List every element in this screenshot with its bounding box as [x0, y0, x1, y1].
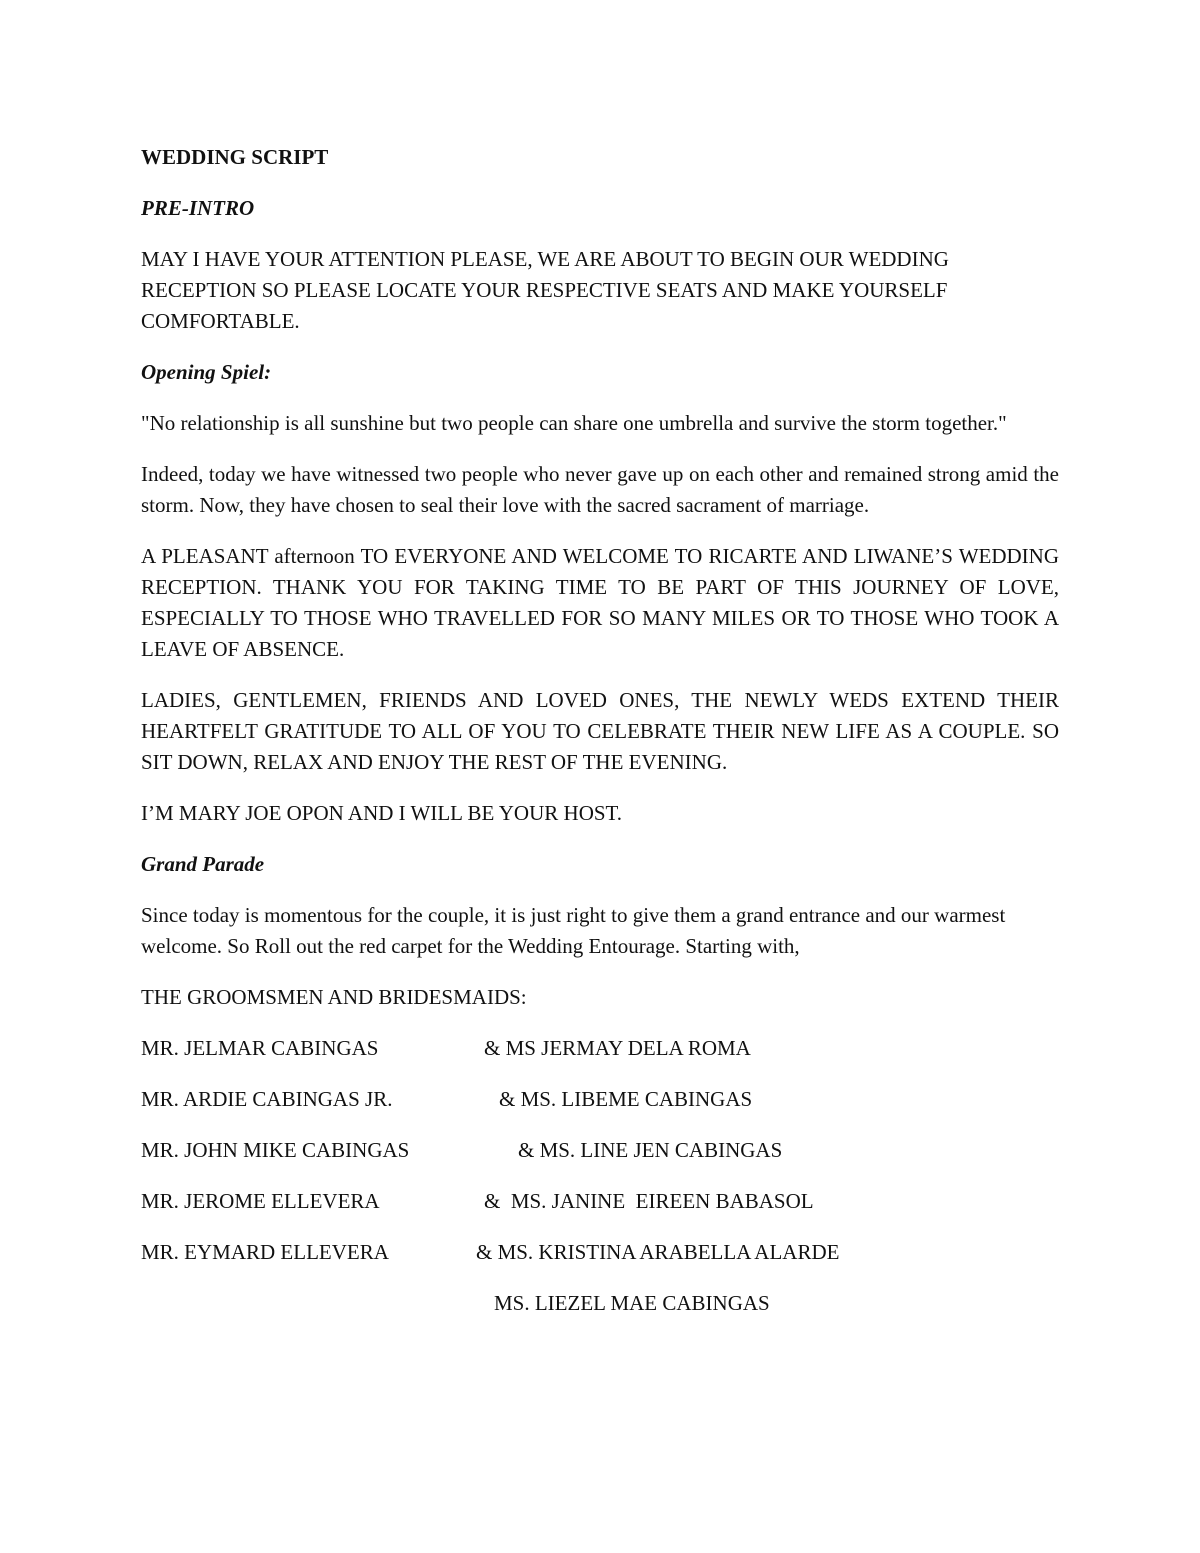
bridesmaid-name: & MS. LINE JEN CABINGAS: [518, 1138, 783, 1162]
groomsman-name: MR. ARDIE CABINGAS JR.: [141, 1087, 393, 1111]
document-title: WEDDING SCRIPT: [141, 145, 329, 169]
entourage-pair: [141, 1084, 1059, 1115]
welcome-paragraph: A PLEASANT afternoon TO EVERYONE AND WELCOME TO RICARTE AND LIWANE’S WEDDING RECEPTION. THANK YOU FOR TAKING TIME TO BE PART OF THIS JOURNEY OF LOVE, ESPECIALLY TO THOSE WHO TRAVELLED FOR SO MANY MILES OR TO THOSE WHO TOOK A LEAVE OF ABSENCE.: [141, 544, 1059, 661]
entourage-group-label: THE GROOMSMEN AND BRIDESMAIDS:: [141, 985, 527, 1009]
document-body: [141, 142, 1059, 1339]
entourage-pair: [141, 1237, 1059, 1268]
bridesmaid-name: & MS. KRISTINA ARABELLA ALARDE: [476, 1240, 840, 1264]
entourage-pair: [141, 1033, 1059, 1064]
opening-quote-paragraph: "No relationship is all sunshine but two people can share one umbrella and survive the storm together.": [141, 411, 1007, 435]
gratitude-paragraph: LADIES, GENTLEMEN, FRIENDS AND LOVED ONES, THE NEWLY WEDS EXTEND THEIR HEARTFELT GRATITUDE TO ALL OF YOU TO CELEBRATE THEIR NEW LIFE AS A COUPLE. SO SIT DOWN, RELAX AND ENJOY THE REST OF THE EVENING.: [141, 688, 1059, 774]
entourage-pair: [141, 1135, 1059, 1166]
grand-parade-intro: Since today is momentous for the couple, it is just right to give them a grand entrance and our warmest welcome. So Roll out the red carpet for the Wedding Entourage. Starting with,: [141, 903, 1006, 958]
opening-spiel-heading: Opening Spiel:: [141, 360, 272, 384]
opening-paragraph-2: Indeed, today we have witnessed two people who never gave up on each other and remained strong amid the storm. Now, they have chosen to seal their love with the sacred sacrament of marriage.: [141, 462, 1059, 517]
groomsman-name: MR. JELMAR CABINGAS: [141, 1036, 379, 1060]
host-paragraph: I’M MARY JOE OPON AND I WILL BE YOUR HOST.: [141, 801, 623, 825]
grand-parade-heading: Grand Parade: [141, 852, 265, 876]
entourage-pair: [141, 1186, 1059, 1217]
groomsman-name: MR. EYMARD ELLEVERA: [141, 1240, 389, 1264]
bridesmaid-name: & MS. LIBEME CABINGAS: [499, 1087, 753, 1111]
groomsman-name: MR. JEROME ELLEVERA: [141, 1189, 380, 1213]
pre-intro-paragraph: MAY I HAVE YOUR ATTENTION PLEASE, WE ARE ABOUT TO BEGIN OUR WEDDING RECEPTION SO PLEASE LOCATE YOUR RESPECTIVE SEATS AND MAKE YOURSELF COMFORTABLE.: [141, 247, 949, 333]
entourage-pair: [141, 1288, 1059, 1319]
pre-intro-heading: PRE-INTRO: [141, 196, 255, 220]
bridesmaid-name: & MS. JANINE EIREEN BABASOL: [484, 1189, 814, 1213]
bridesmaid-name: MS. LIEZEL MAE CABINGAS: [494, 1291, 770, 1315]
groomsman-name: MR. JOHN MIKE CABINGAS: [141, 1138, 410, 1162]
bridesmaid-name: & MS JERMAY DELA ROMA: [484, 1036, 751, 1060]
